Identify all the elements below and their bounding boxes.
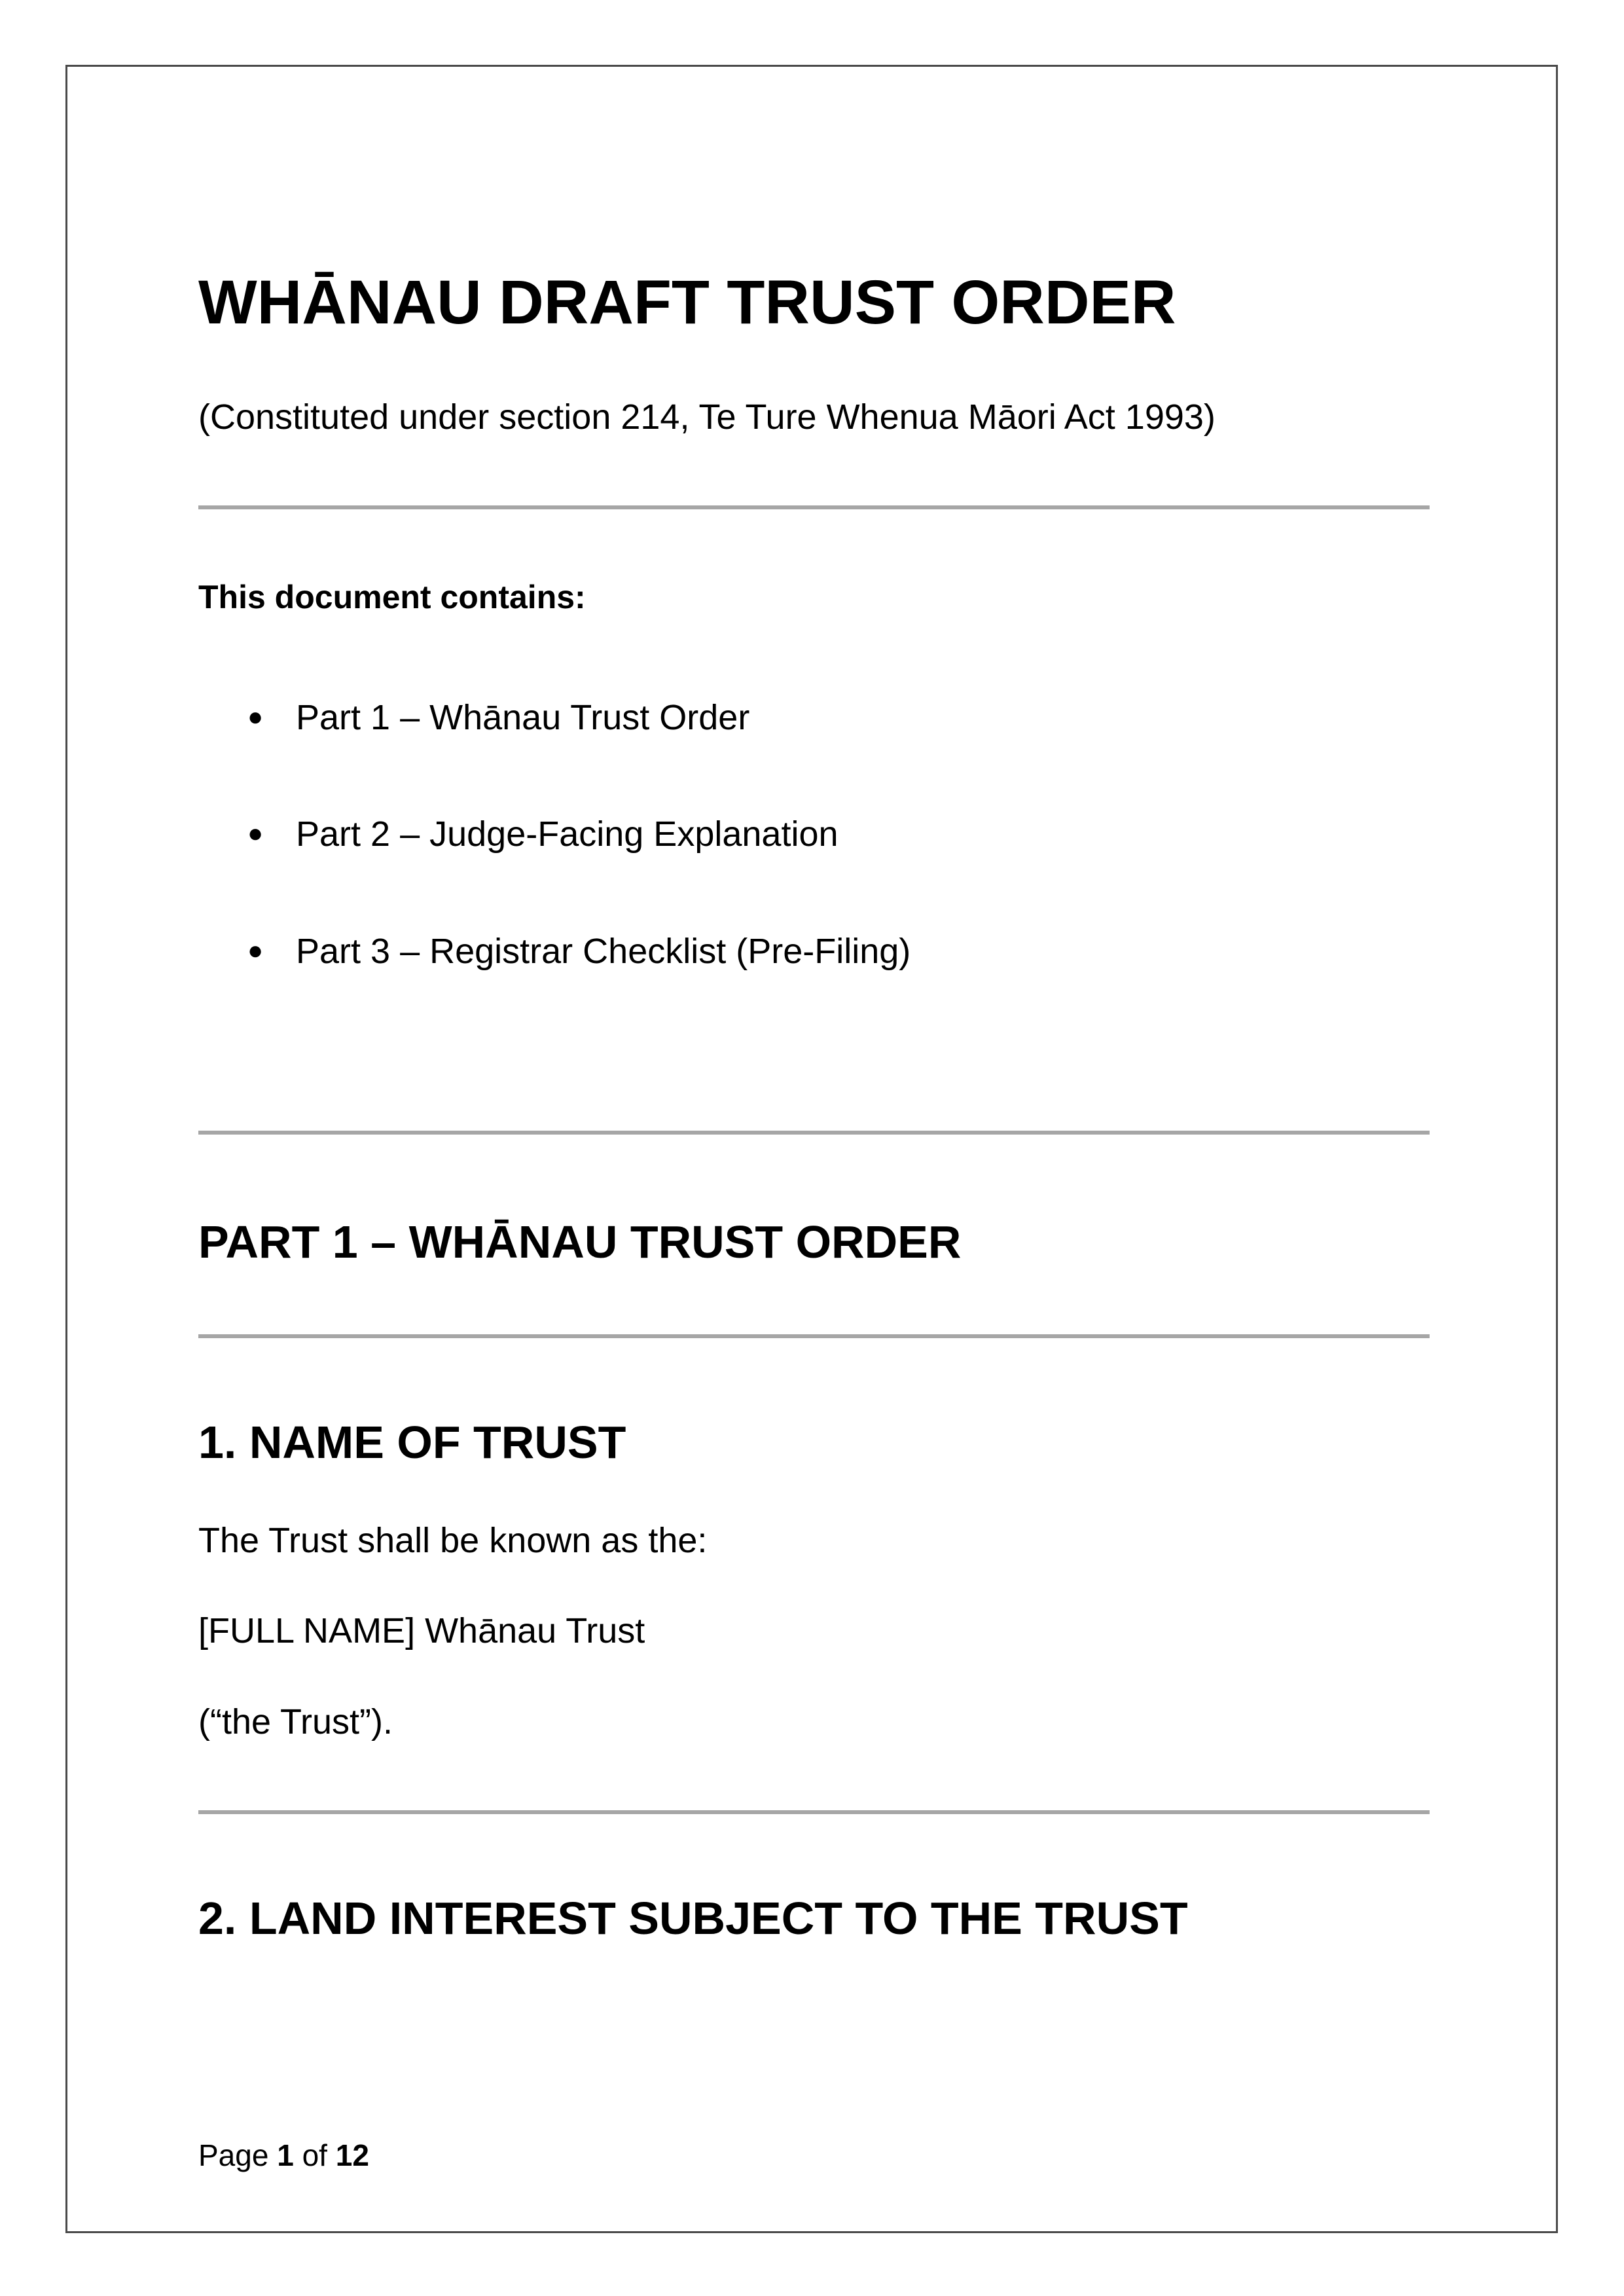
section1-line-1: The Trust shall be known as the:: [198, 1521, 708, 1560]
section1-line-2: [FULL NAME] Whānau Trust: [198, 1611, 645, 1650]
bullet-icon: ●: [247, 819, 264, 848]
bullet-icon: ●: [247, 702, 264, 731]
section2-heading: 2. LAND INTEREST SUBJECT TO THE TRUST: [198, 1893, 1188, 1944]
list-item-label: Part 1 – Whānau Trust Order: [296, 698, 750, 737]
page-footer: [198, 2136, 369, 2175]
footer-page-total: 12: [335, 2138, 369, 2172]
section1-line-3: (“the Trust”).: [198, 1702, 393, 1741]
list-item: [247, 694, 749, 740]
divider-1: [198, 505, 1430, 509]
part1-heading: PART 1 – WHĀNAU TRUST ORDER: [198, 1216, 962, 1267]
document-title: WHĀNAU DRAFT TRUST ORDER: [198, 268, 1176, 337]
footer-page-number: 1: [277, 2138, 294, 2172]
divider-3: [198, 1334, 1430, 1338]
list-item-label: Part 2 – Judge-Facing Explanation: [296, 814, 839, 854]
divider-4: [198, 1810, 1430, 1814]
footer-page-word: Page: [198, 2138, 269, 2172]
list-item: [247, 928, 911, 974]
bullet-icon: ●: [247, 936, 264, 965]
list-item-label: Part 3 – Registrar Checklist (Pre-Filing): [296, 932, 911, 971]
divider-2: [198, 1131, 1430, 1135]
contents-heading: This document contains:: [198, 579, 586, 615]
footer-of-word: of: [302, 2138, 327, 2172]
document-subtitle: (Constituted under section 214, Te Ture Whenua Māori Act 1993): [198, 397, 1216, 437]
section1-heading: 1. NAME OF TRUST: [198, 1417, 626, 1468]
list-item: [247, 811, 839, 857]
